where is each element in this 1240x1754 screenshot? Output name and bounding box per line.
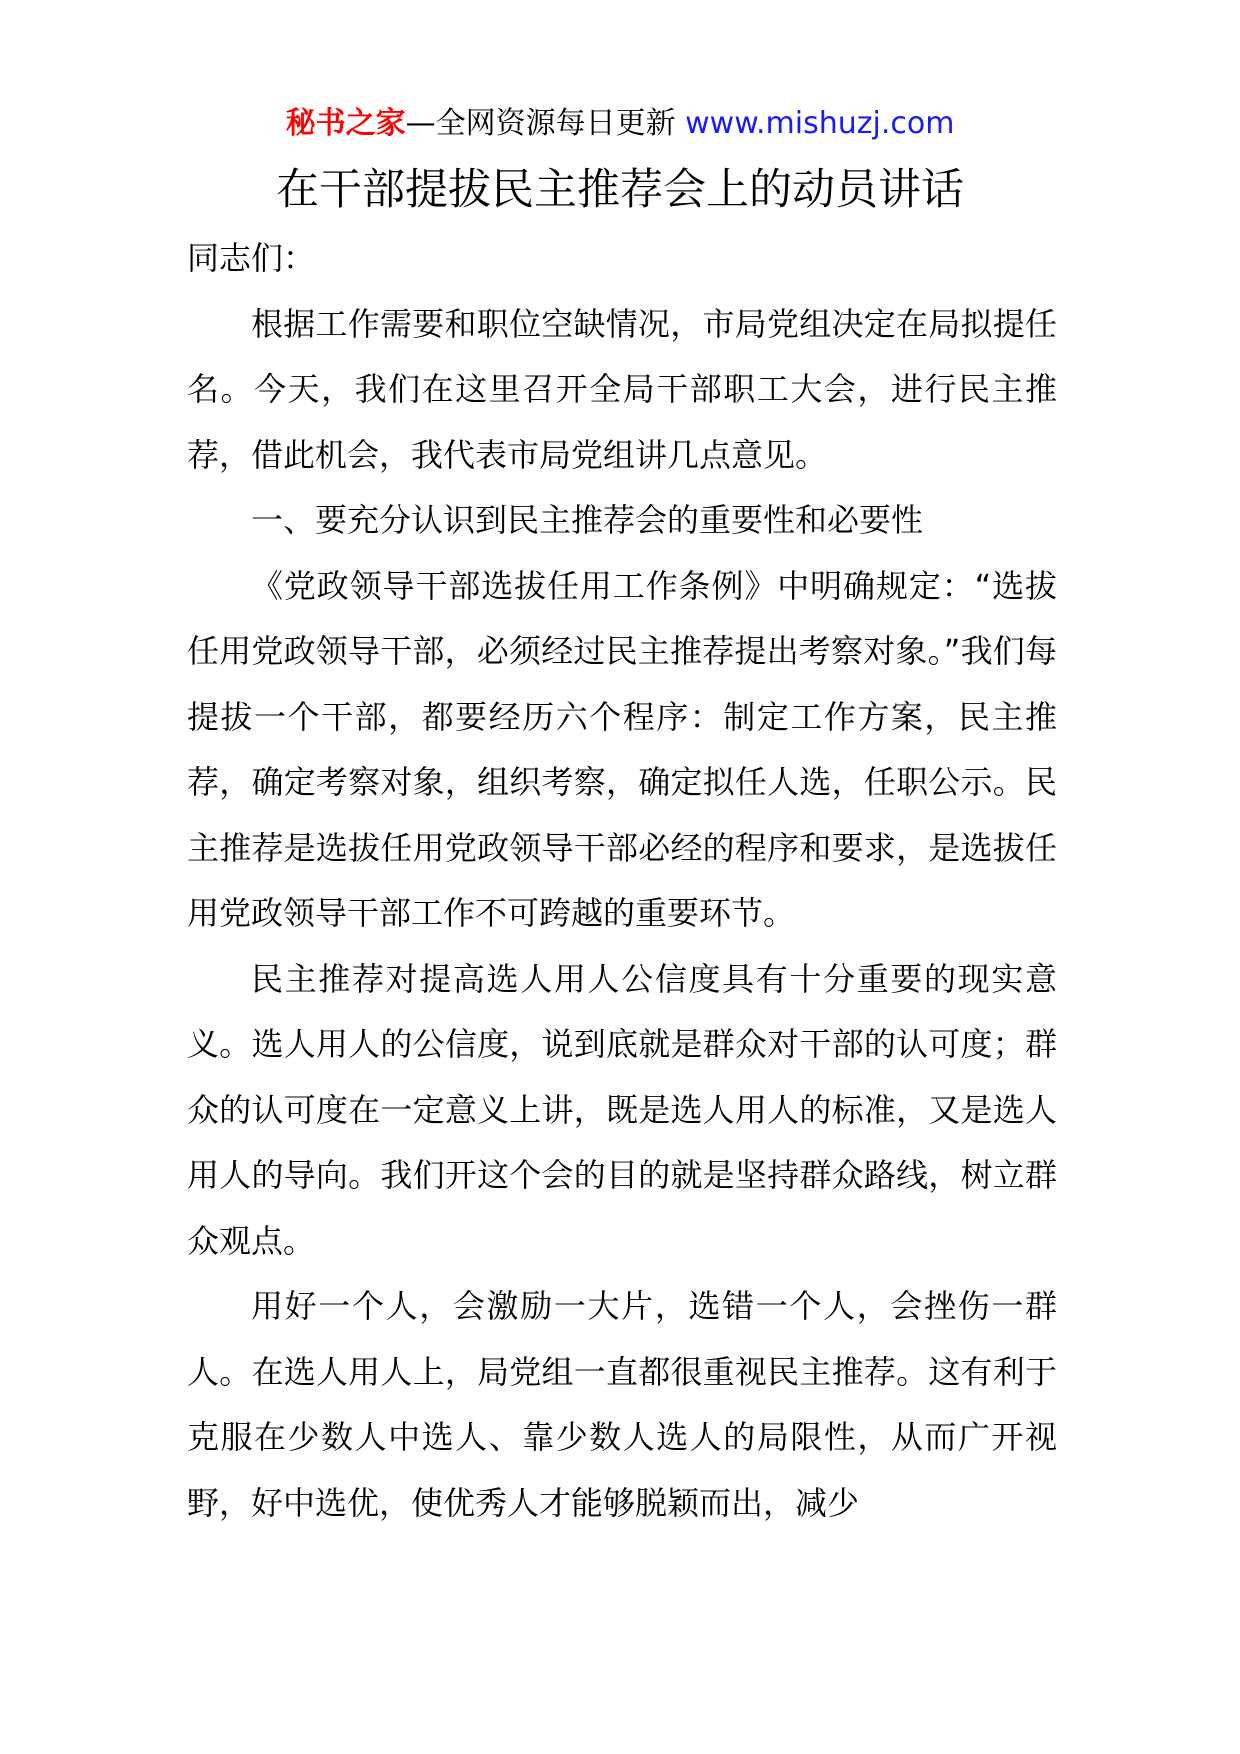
greeting: 同志们： <box>187 239 316 277</box>
document-title: 在干部提拔民主推荐会上的动员讲话 <box>276 165 964 215</box>
paragraph-regulation: 《党政领导干部选拔任用工作条例》中明确规定：“选拔任用党政领导干部，必须经过民主推荐提出考察对象。”我们每提拔一个干部，都要经历六个程序：制定工作方案，民主推荐，确定考察对象，组织考察，确定拟任人选，任职公示。民主推荐是选拔任用党政领导干部必经的程序和要求，是选拔任用党政领导干部工作不可跨越的重要环节。 <box>187 566 1057 932</box>
site-url-link[interactable]: www.mishuzj.com <box>685 106 955 141</box>
site-banner <box>0 104 1240 144</box>
paragraph-intro: 根据工作需要和职位空缺情况，市局党组决定在局拟提任名。今天，我们在这里召开全局干部职工大会，进行民主推荐，借此机会，我代表市局党组讲几点意见。 <box>187 304 1057 474</box>
section-heading-1: 一、要充分认识到民主推荐会的重要性和必要性 <box>251 501 924 539</box>
banner-tagline: —全网资源每日更新 <box>405 106 676 141</box>
brand-name: 秘书之家 <box>285 106 406 141</box>
paragraph-selection: 用好一个人，会激励一大片，选错一个人，会挫伤一群人。在选人用人上，局党组一直都很重视民主推荐。这有利于克服在少数人中选人、靠少数人选人的局限性，从而广开视野，好中选优，使优秀人才能够脱颖而出，减少 <box>187 1287 1057 1522</box>
document-body <box>187 226 1057 1536</box>
paragraph-credibility: 民主推荐对提高选人用人公信度具有十分重要的现实意义。选人用人的公信度，说到底就是群众对干部的认可度；群众的认可度在一定意义上讲，既是选人用人的标准，又是选人用人的导向。我们开这个会的目的就是坚持群众路线，树立群众观点。 <box>187 959 1057 1260</box>
